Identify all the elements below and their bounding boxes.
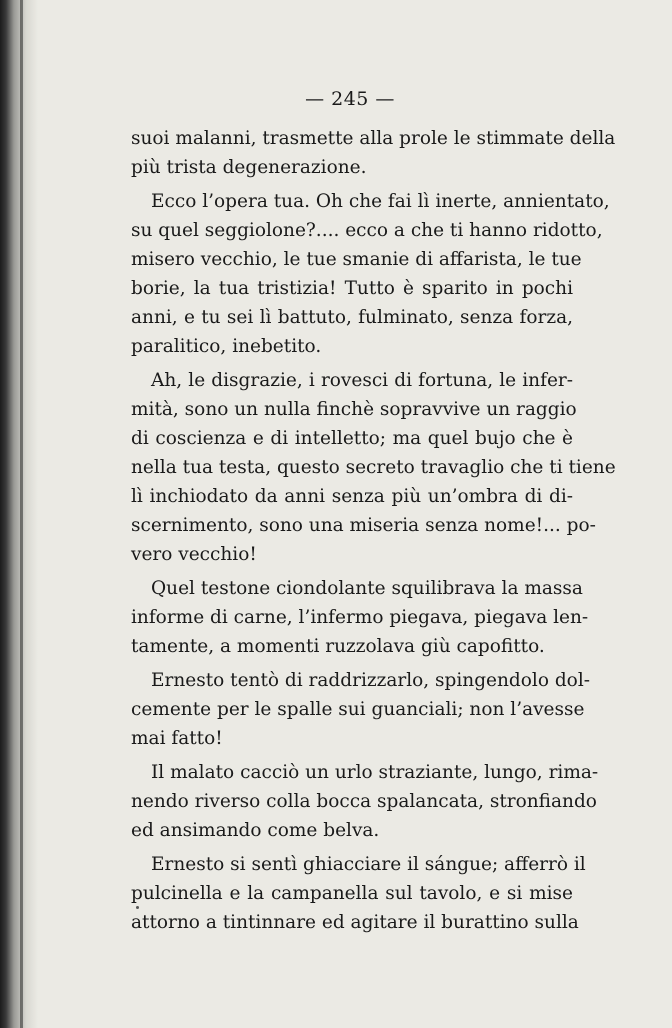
text-line: Quel testone ciondolante squilibrava la massa (151, 578, 583, 599)
text-line: mai fatto! (131, 728, 223, 749)
text-line: di coscienza e di intelletto; ma quel bujo che è (131, 428, 573, 449)
text-line: più trista degenerazione. (131, 157, 367, 178)
text-line: suoi malanni, trasmette alla prole le stimmate della (131, 128, 616, 149)
text-line: lì inchiodato da anni senza più un’ombra di di- (131, 486, 573, 507)
body-text (131, 124, 616, 937)
text-line: tamente, a momenti ruzzolava giù capofitto. (131, 636, 545, 657)
text-line: Ernesto si sentì ghiacciare il sángue; afferrò il (151, 854, 586, 875)
text-line: cemente per le spalle sui guanciali; non l’avesse (131, 699, 585, 720)
paper-speck (136, 906, 139, 909)
text-line: ed ansimando come belva. (131, 820, 380, 841)
text-line: nendo riverso colla bocca spalancata, stronfiando (131, 791, 597, 812)
text-line: vero vecchio! (131, 544, 257, 565)
text-line: pulcinella e la campanella sul tavolo, e si mise (131, 883, 573, 904)
text-line: attorno a tintinnare ed agitare il burattino sulla (131, 912, 579, 933)
text-line: Ecco l’opera tua. Oh che fai lì inerte, annientato, (151, 191, 610, 212)
text-line: nella tua testa, questo secreto travaglio che ti tiene (131, 457, 616, 478)
page-number: — 245 — (305, 88, 395, 110)
text-line: paralitico, inebetito. (131, 336, 322, 357)
text-line: su quel seggiolone?.... ecco a che ti hanno ridotto, (131, 220, 603, 241)
text-line: Ah, le disgrazie, i rovesci di fortuna, le infer- (151, 370, 573, 391)
text-line: anni, e tu sei lì battuto, fulminato, senza forza, (131, 307, 573, 328)
text-line: misero vecchio, le tue smanie di affarista, le tue (131, 249, 582, 270)
text-line: Ernesto tentò di raddrizzarlo, spingendolo dol- (151, 670, 590, 691)
text-line: scernimento, sono una miseria senza nome!... po- (131, 515, 596, 536)
text-line: mità, sono un nulla finchè sopravvive un raggio (131, 399, 577, 420)
text-line: Il malato cacciò un urlo straziante, lungo, rima- (151, 762, 599, 783)
text-line: borie, la tua tristizia! Tutto è sparito in pochi (131, 278, 573, 299)
text-line: informe di carne, l’infermo piegava, piegava len- (131, 607, 589, 628)
